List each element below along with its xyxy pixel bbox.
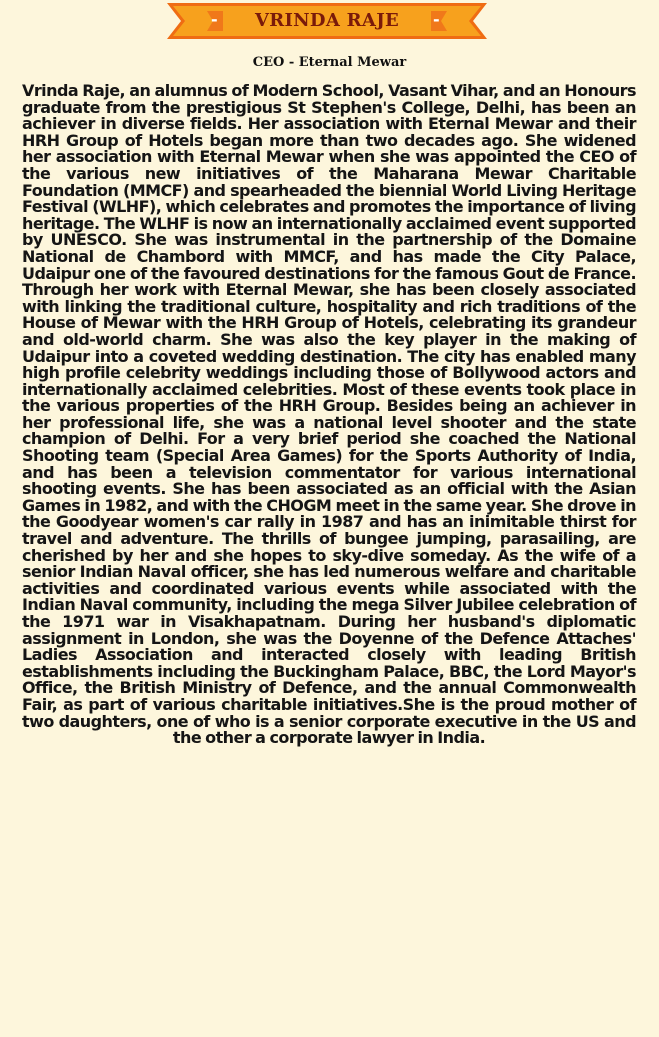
- banner-right-dash: -: [433, 10, 440, 29]
- title-banner: [167, 3, 487, 39]
- job-title: CEO - Eternal Mewar: [252, 55, 407, 70]
- person-name-title: VRINDA RAJE: [254, 10, 400, 31]
- biography-text: Vrinda Raje, an alumnus of Modern School, Vasant Vihar, and an Honours graduate from the prestigious St Stephen's College, Delhi, has been an achiever in diverse fields. Her association with Eternal Mewar and their HRH Group of Hotels began more than two decades ago. She widened her association with Eternal Mewar when she was appointed the CEO of the various new initiatives of the Maharana Mewar Charitable Foundation (MMCF) and spearheaded the biennial World Living Heritage Festival (WLHF), which celebrates and promotes the importance of living heritage. The WLHF is now an internationally acclaimed event supported by UNESCO. She was instrumental in the partnership of the Domaine National de Chambord with MMCF, and has made the City Palace, Udaipur one of the favoured destinations for the famous Gout de France. Through her work with Eternal Mewar, she has been closely associated with linking the traditional culture, hospitality and rich traditions of the House of Mewar with the HRH Group of Hotels, celebrating its grandeur and old-world charm. She was also the key player in the making of Udaipur into a coveted wedding destination. The city has enabled many high profile celebrity weddings including those of Bollywood actors and internationally acclaimed celebrities. Most of these events took place in the various properties of the HRH Group. Besides being an achiever in her professional life, she was a national level shooter and the state champion of Delhi. For a very brief period she coached the National Shooting team (Special Area Games) for the Sports Authority of India, and has been a television commentator for various international shooting events. She has been associated as an official with the Asian Games in 1982, and with the CHOGM meet in the same year. She drove in the Goodyear women's car rally in 1987 and has an inimitable thirst for travel and adventure. The thrills of bungee jumping, parasailing, are cherished by her and she hopes to sky-dive someday. As the wife of a senior Indian Naval officer, she has led numerous welfare and charitable activities and coordinated various events while associated with the Indian Naval community, including the mega Silver Jubilee celebration of the 1971 war in Visakhapatnam. During her husband's diplomatic assignment in London, she was the Doyenne of the Defence Attaches' Ladies Association and interacted closely with leading British establishments including the Buckingham Palace, BBC, the Lord Mayor's Office, the British Ministry of Defence, and the annual Commonwealth Fair, as part of various charitable initiatives.She is the proud mother of two daughters, one of who is a senior corporate executive in the US and the other a corporate lawyer in India.: [22, 81, 636, 748]
- banner-left-dash: -: [211, 10, 218, 29]
